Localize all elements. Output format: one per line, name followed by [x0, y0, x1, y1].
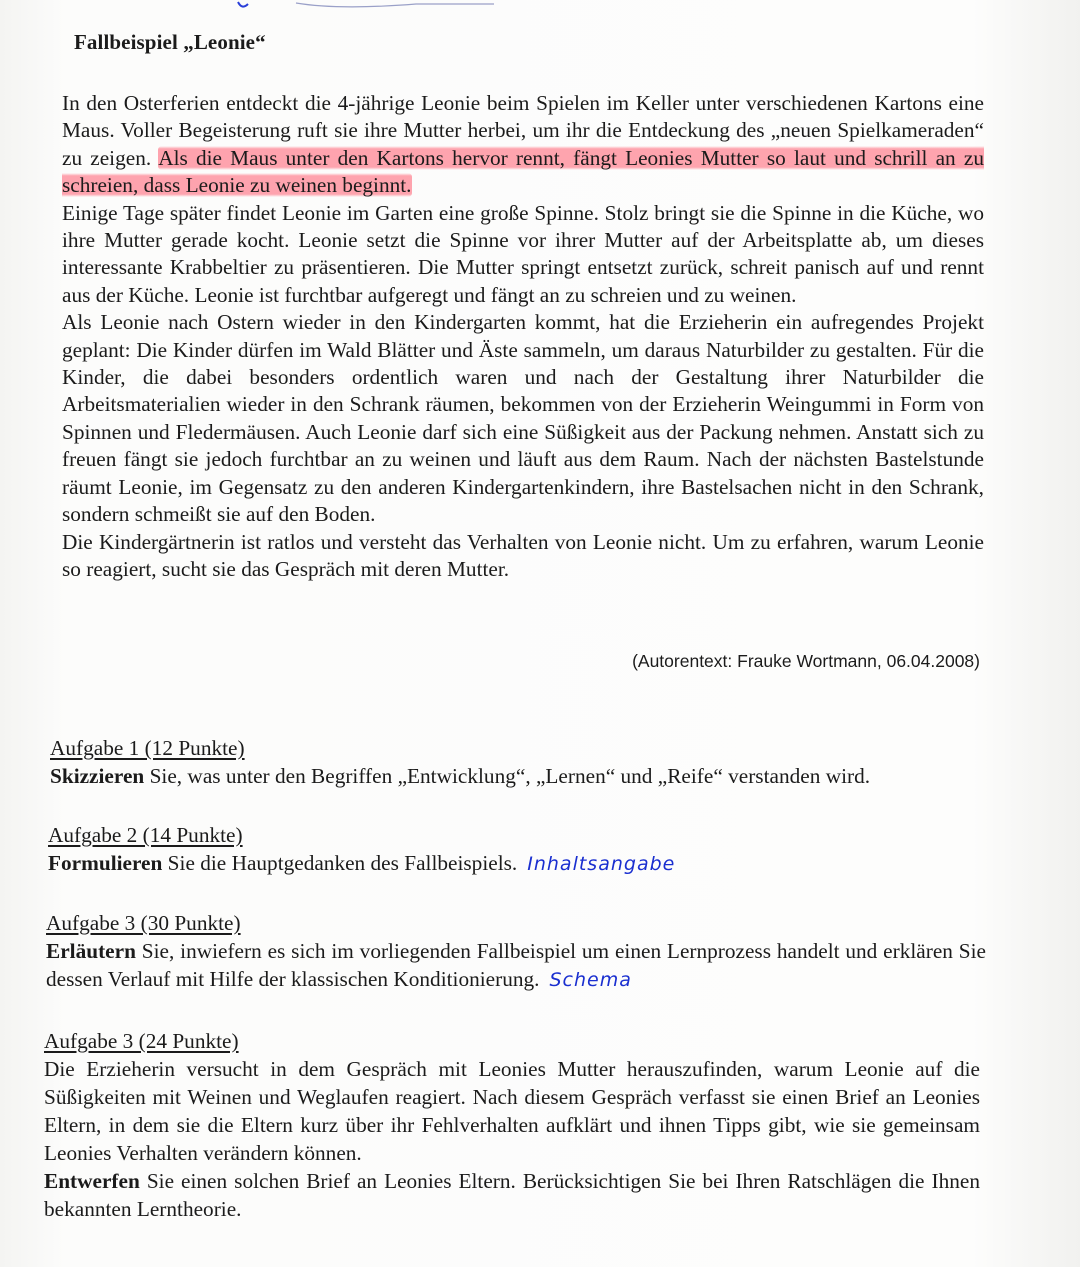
- task-1-body: [50, 762, 990, 790]
- task-3: [46, 909, 986, 994]
- task-4-body: [44, 1167, 980, 1223]
- task-4-verb: Entwerfen: [44, 1169, 140, 1193]
- handwritten-note-schema: Schema: [549, 969, 632, 991]
- story-paragraph-1-text: In den Osterferien entdeckt die 4-jährige Leonie beim Spielen im Keller unter verschiedenen Kartons eine Maus. Voller Begeisterung ruft sie ihre Mutter herbei, um ihr die Entdeckung des „neuen Spielkameraden“ zu zeigen.: [62, 91, 984, 170]
- highlighted-sentence: Als die Maus unter den Kartons hervor rennt, fängt Leonies Mutter so laut und schrill an zu schreien, dass Leonie zu weinen beginnt.: [62, 145, 984, 198]
- task-4-text: Sie einen solchen Brief an Leonies Eltern. Berücksichtigen Sie bei Ihren Ratschlägen die Ihnen bekannten Lerntheorie.: [44, 1169, 980, 1221]
- case-story: [62, 90, 984, 583]
- task-4-intro: Die Erzieherin versucht in dem Gespräch mit Leonies Mutter herauszufinden, warum Leonie auf die Süßigkeiten mit Weinen und Weglaufen reagiert. Nach diesem Gespräch verfasst sie einen Brief an Leonies Eltern, in dem sie die Eltern kurz über ihr Fehlverhalten aufklärt und ihnen Tipps gibt, wie sie gemeinsam Leonies Verhalten verändern können.: [44, 1057, 980, 1165]
- task-3-text: Sie, inwiefern es sich im vorliegenden Fallbeispiel um einen Lernprozess handelt und erklären Sie dessen Verlauf mit Hilfe der klassischen Konditionierung.: [46, 939, 986, 991]
- task-3-body: [46, 937, 986, 994]
- task-1-text: Sie, was unter den Begriffen „Entwicklung“, „Lernen“ und „Reife“ verstanden wird.: [144, 764, 871, 788]
- source-citation: (Autorentext: Frauke Wortmann, 06.04.2008): [632, 651, 980, 671]
- handwritten-note-inhaltsangabe: Inhaltsangabe: [527, 853, 676, 875]
- task-3-heading: Aufgabe 3 (30 Punkte): [46, 911, 241, 935]
- task-2-verb: Formulieren: [48, 851, 163, 875]
- task-1: [50, 734, 990, 790]
- top-handwriting-fragment: [236, 0, 496, 12]
- task-4: [44, 1027, 980, 1223]
- task-3-verb: Erläutern: [46, 939, 136, 963]
- task-1-heading: Aufgabe 1 (12 Punkte): [50, 736, 245, 760]
- story-paragraph-3: Als Leonie nach Ostern wieder in den Kindergarten kommt, hat die Erzieherin ein aufregendes Projekt geplant: Die Kinder dürfen im Wald Blätter und Äste sammeln, um daraus Naturbilder zu gestalten. Für die Kinder, die dabei besonders ordentlich waren und nach der Gestaltung ihrer Naturbilder die Arbeitsmaterialien wieder in den Schrank räumen, bekommen von der Erzieherin Weingummi in Form von Spinnen und Fledermäusen. Auch Leonie darf sich eine Süßigkeit aus der Packung nehmen. Anstatt sich zu freuen fängt sie jedoch furchtbar an zu weinen und läuft aus dem Raum. Nach der nächsten Bastelstunde räumt Leonie, im Gegensatz zu den anderen Kindergartenkindern, ihre Bastelsachen nicht in den Schrank, sondern schmeißt sie auf den Boden.: [62, 310, 984, 527]
- story-paragraph-4: Die Kindergärtnerin ist ratlos und versteht das Verhalten von Leonie nicht. Um zu erfahren, warum Leonie so reagiert, sucht sie das Gespräch mit deren Mutter.: [62, 529, 984, 581]
- story-paragraph-2: Einige Tage später findet Leonie im Garten eine große Spinne. Stolz bringt sie die Spinne in die Küche, wo ihre Mutter gerade kocht. Leonie setzt die Spinne vor ihrer Mutter auf der Arbeitsplatte ab, um dieses interessante Krabbeltier zu präsentieren. Die Mutter springt entsetzt zurück, schreit panisch auf und rennt aus der Küche. Leonie ist furchtbar aufgeregt und fängt an zu schreien und zu weinen.: [62, 200, 984, 307]
- task-2-heading: Aufgabe 2 (14 Punkte): [48, 823, 243, 847]
- task-2-body: [48, 849, 988, 878]
- task-2: [48, 821, 988, 878]
- task-1-verb: Skizzieren: [50, 764, 145, 788]
- case-title: Fallbeispiel „Leonie“: [74, 30, 266, 54]
- task-2-text: Sie die Hauptgedanken des Fallbeispiels.: [162, 851, 518, 875]
- task-4-heading: Aufgabe 3 (24 Punkte): [44, 1029, 239, 1053]
- story-paragraph-1: [62, 90, 984, 200]
